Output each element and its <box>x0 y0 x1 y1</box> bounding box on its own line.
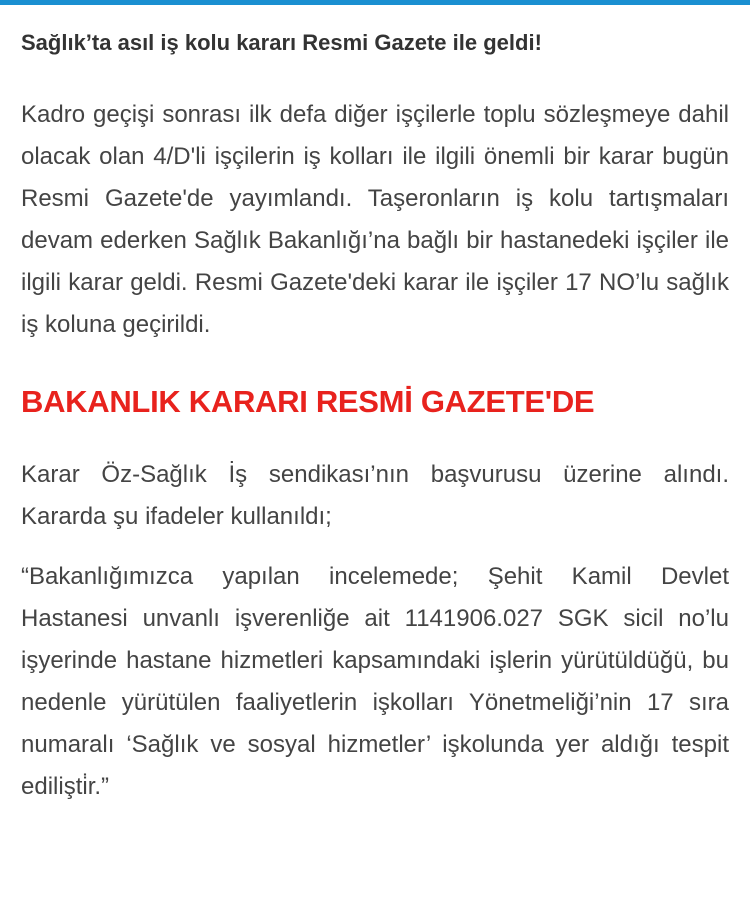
article <box>21 28 729 808</box>
article-quote-paragraph: “Bakanlığımızca yapılan incelemede; Şehit Kamil Devlet Hastanesi unvanlı işverenliğe ait 1141906.027 SGK sicil no’lu işyerinde hastane hizmetleri kapsamındaki işlerin yürütüldüğü, bu nedenle yürütülen faaliyetlerin işkolları Yönetmeliği’nin 17 sıra numaralı ‘Sağlık ve sosyal hizmetler’ işkolunda yer aldığı tespit edilişti̇r.” <box>21 563 729 800</box>
article-headline: Sağlık’ta asıl iş kolu kararı Resmi Gazete ile geldi! <box>21 30 542 55</box>
article-subheading: BAKANLIK KARARI RESMİ GAZETE'DE <box>21 384 595 419</box>
top-accent-bar <box>0 0 750 5</box>
article-paragraph-2: Karar Öz-Sağlık İş sendikası’nın başvurusu üzerine alındı. Kararda şu ifadeler kullanıldı; <box>21 461 729 530</box>
article-paragraph-1: Kadro geçişi sonrası ilk defa diğer işçilerle toplu sözleşmeye dahil olacak olan 4/D'li işçilerin iş kolları ile ilgili önemli bir karar bugün Resmi Gazete'de yayımlandı. Taşeronların iş kolu tartışmaları devam ederken Sağlık Bakanlığı’na bağlı bir hastanedeki işçiler ile ilgili karar geldi. Resmi Gazete'deki karar ile işçiler 17 NO’lu sağlık iş koluna geçirildi. <box>21 101 729 338</box>
